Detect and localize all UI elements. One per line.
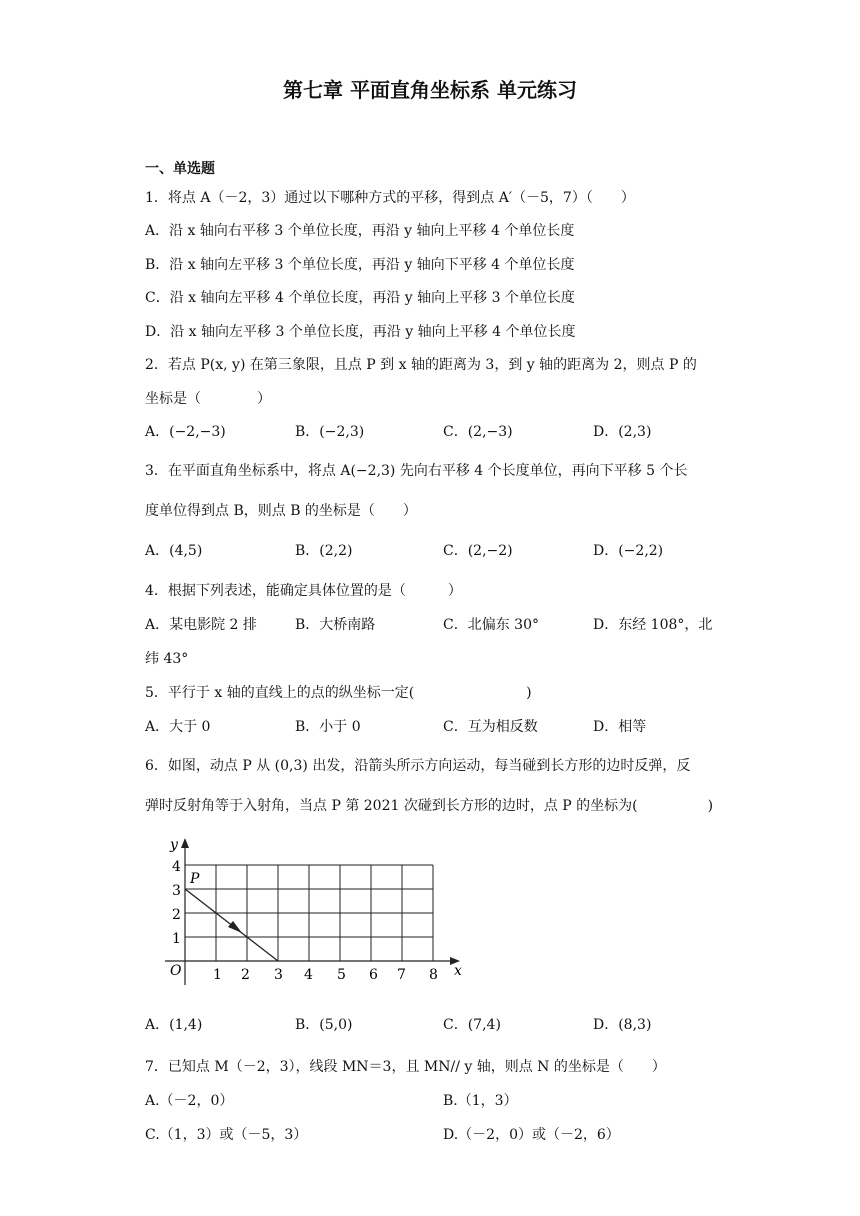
point-label: P [190,871,200,887]
q5-stem: 5．平行于 x 轴的直线上的点的纵坐标一定( ) [145,685,532,701]
q6-option-a: A．(1,4) [145,1017,203,1033]
q6-option-d: D．(8,3) [593,1017,652,1033]
q4-option-d: D．东经 108°，北 [593,617,713,633]
q2-option-d: D．(2,3) [593,424,652,440]
q2-option-c: C．(2,−3) [443,424,513,440]
q7-stem: 7．已知点 M（－2，3），线段 MN＝3，且 MN// y 轴，则点 N 的坐标是（ ） [145,1059,666,1075]
q6-option-b: B．(5,0) [295,1017,353,1033]
q2-stem-line1: 2．若点 P(x, y) 在第三象限，且点 P 到 x 轴的距离为 3，到 y 轴的距离为 2，则点 P 的 [145,357,697,373]
origin-label: O [170,963,182,979]
x-tick-2: 2 [241,967,250,983]
coordinate-figure [150,835,480,995]
q5-option-d: D．相等 [593,719,647,735]
x-tick-4: 4 [304,967,313,983]
y-tick-3: 3 [172,883,181,899]
q6-stem-line2: 弹时反射角等于入射角，当点 P 第 2021 次碰到长方形的边时，点 P 的坐标为( ) [145,798,714,814]
q1-option-d: D．沿 x 轴向左平移 3 个单位长度，再沿 y 轴向上平移 4 个单位长度 [145,324,576,340]
x-tick-8: 8 [429,967,438,983]
q1-stem: 1．将点 A（－2，3）通过以下哪种方式的平移，得到点 A′（－5，7）（ ） [145,190,635,206]
q4-stem: 4．根据下列表述，能确定具体位置的是（ ） [145,583,462,599]
y-tick-1: 1 [172,931,181,947]
x-tick-5: 5 [337,967,346,983]
q7-option-d: D.（－2，0）或（－2，6） [443,1127,620,1143]
q2-option-b: B．(−2,3) [295,424,365,440]
q1-option-c: C．沿 x 轴向左平移 4 个单位长度，再沿 y 轴向上平移 3 个单位长度 [145,290,575,306]
q4-option-b: B．大桥南路 [295,617,376,633]
x-tick-6: 6 [369,967,378,983]
y-axis-label: y [170,837,178,853]
q7-option-b: B.（1，3） [443,1093,518,1109]
page-title: 第七章 平面直角坐标系 单元练习 [283,78,577,102]
q3-option-c: C．(2,−2) [443,543,513,559]
section-heading: 一、单选题 [145,161,215,177]
q3-stem-line1: 3．在平面直角坐标系中，将点 A(−2,3) 先向右平移 4 个长度单位，再向下平移 5 个长 [145,463,688,479]
q4-option-d-cont: 纬 43° [145,651,189,667]
x-axis-label: x [454,963,462,979]
direction-arrow [228,921,242,933]
q2-option-a: A．(−2,−3) [145,424,226,440]
q3-option-d: D．(−2,2) [593,543,664,559]
q7-option-c: C.（1，3）或（－5，3） [145,1127,308,1143]
q7-option-a: A.（－2，0） [145,1093,234,1109]
q2-stem-line2: 坐标是（ ） [145,391,271,407]
q3-option-a: A．(4,5) [145,543,203,559]
x-tick-1: 1 [213,967,222,983]
y-tick-4: 4 [172,859,181,875]
q6-option-c: C．(7,4) [443,1017,501,1033]
q5-option-c: C．互为相反数 [443,719,538,735]
q5-option-a: A．大于 0 [145,719,211,735]
q5-option-b: B．小于 0 [295,719,361,735]
x-tick-3: 3 [274,967,283,983]
q4-option-c: C．北偏东 30° [443,617,539,633]
x-tick-7: 7 [397,967,406,983]
q3-option-b: B．(2,2) [295,543,353,559]
q4-option-a: A．某电影院 2 排 [145,617,257,633]
q6-stem-line1: 6．如图，动点 P 从 (0,3) 出发，沿箭头所示方向运动，每当碰到长方形的边时反弹，反 [145,758,691,774]
q1-option-b: B．沿 x 轴向左平移 3 个单位长度，再沿 y 轴向下平移 4 个单位长度 [145,257,575,273]
q3-stem-line2: 度单位得到点 B，则点 B 的坐标是（ ） [145,503,417,519]
y-tick-2: 2 [172,907,181,923]
q1-option-a: A．沿 x 轴向右平移 3 个单位长度，再沿 y 轴向上平移 4 个单位长度 [145,223,575,239]
